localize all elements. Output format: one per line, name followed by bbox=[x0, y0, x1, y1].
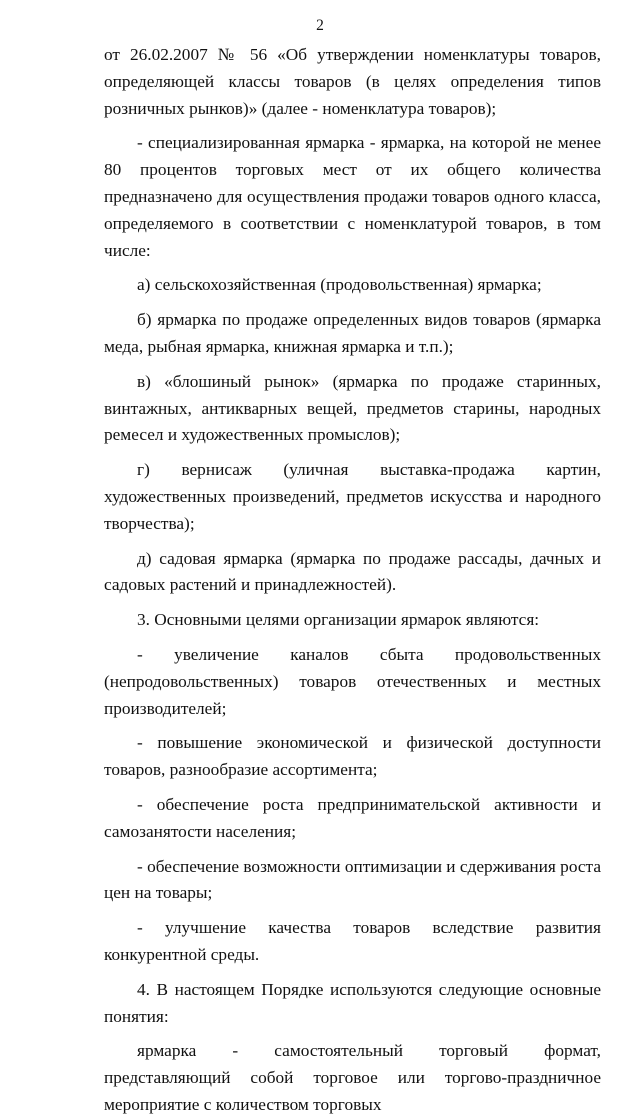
paragraph-goal-sales-channels: - увеличение каналов сбыта продовольственных (непродовольственных) товаров отечественных и местных производителей; bbox=[104, 644, 601, 718]
paragraph-section-4-heading: 4. В настоящем Порядке используются следующие основные понятия: bbox=[104, 979, 601, 1026]
paragraph-fair-definition: ярмарка - самостоятельный торговый формат, представляющий собой торговое или торгово-праздничное мероприятие с количеством торговых bbox=[104, 1041, 601, 1114]
paragraph-item-g: г) вернисаж (уличная выставка-продажа картин, художественных произведений, предметов искусства и народного творчества); bbox=[104, 460, 601, 533]
paragraph-goal-entrepreneurship: - обеспечение роста предпринимательской активности и самозанятости населения; bbox=[104, 794, 601, 841]
paragraph-item-b: б) ярмарка по продаже определенных видов товаров (ярмарка меда, рыбная ярмарка, книжная ярмарка и т.п.); bbox=[104, 310, 601, 356]
paragraph-item-a: а) сельскохозяйственная (продовольственная) ярмарка; bbox=[137, 275, 542, 295]
paragraph-item-d: д) садовая ярмарка (ярмарка по продаже рассады, дачных и садовых растений и принадлежностей). bbox=[104, 548, 601, 595]
paragraph-section-3-heading: 3. Основными целями организации ярмарок являются: bbox=[137, 610, 540, 630]
paragraph-goal-accessibility: - повышение экономической и физической доступности товаров, разнообразие ассортимента; bbox=[104, 733, 601, 780]
page-number: 2 bbox=[316, 17, 324, 34]
paragraph-goal-quality: - улучшение качества товаров вследствие развития конкурентной среды. bbox=[104, 918, 601, 964]
paragraph-goal-prices: - обеспечение возможности оптимизации и сдерживания роста цен на товары; bbox=[104, 856, 601, 903]
document-body bbox=[104, 42, 601, 1119]
paragraph-item-v: в) «блошиный рынок» (ярмарка по продаже старинных, винтажных, антикварных вещей, предметов старины, народных ремесел и художественных промыслов); bbox=[104, 371, 601, 445]
paragraph-specialized-fair: - специализированная ярмарка - ярмарка, на которой не менее 80 процентов торговых мест от их общего количества предназначено для осуществления продажи товаров одного класса, определяемого в соответствии с номенклатурой товаров, в том числе: bbox=[104, 133, 601, 260]
paragraph-continuation-nomenclature: от 26.02.2007 № 56 «Об утверждении номенклатуры товаров, определяющей классы товаров (в целях определения типов розничных рынков)» (далее - номенклатура товаров); bbox=[104, 45, 601, 118]
